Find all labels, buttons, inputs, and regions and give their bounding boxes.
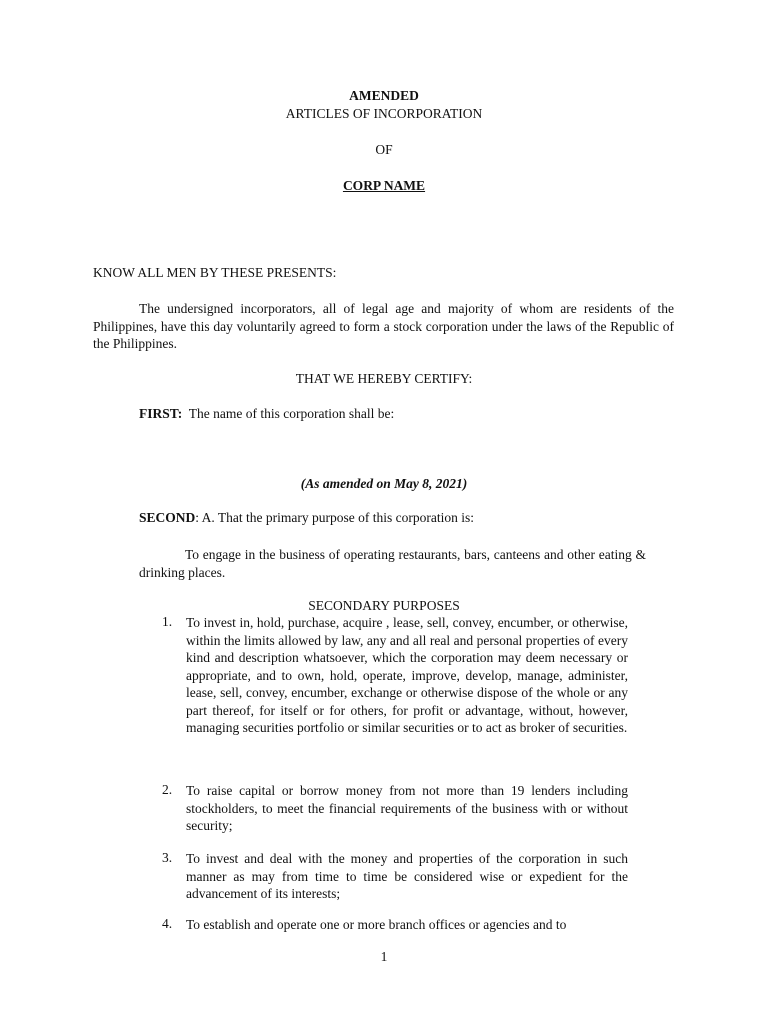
list-number: 1. <box>162 614 173 629</box>
list-item <box>162 614 628 737</box>
secondary-heading: SECONDARY PURPOSES <box>308 598 460 613</box>
first-article <box>139 406 394 422</box>
intro-paragraph: The undersigned incorporators, all of legal age and majority of whom are residents of the Philippines, have this day voluntarily agreed to form a stock corporation under the laws of the Republic of the Philippines. <box>93 301 674 351</box>
second-text: : A. That the primary purpose of this corporation is: <box>195 510 474 525</box>
primary-purpose: To engage in the business of operating restaurants, bars, canteens and other eating & drinking places. <box>139 547 646 580</box>
list-number: 2. <box>162 782 173 797</box>
heading-amended: AMENDED <box>349 88 419 103</box>
heading-articles: ARTICLES OF INCORPORATION <box>285 106 483 121</box>
amended-note: (As amended on May 8, 2021) <box>300 476 468 491</box>
list-number: 4. <box>162 916 173 931</box>
corp-name-text: CORP NAME <box>342 178 426 193</box>
list-number: 3. <box>162 850 173 865</box>
list-item <box>162 850 628 903</box>
second-article <box>139 510 474 526</box>
list-text: To invest in, hold, purchase, acquire , lease, sell, convey, encumber, or otherwise, within the limits allowed by law, any and all real and personal properties of every kind and description whatsoever, which the corporation may deem necessary or appropriate, and to own, hold, operate, improve, develop, manage, administer, lease, sell, convey, encumber, exchange or otherwise dispose of the whole or any part thereof, for itself or for others, for profit or advantage, without, however, managing securities portfolio or similar securities or to act as broker of securities. <box>186 615 628 735</box>
corp-name <box>0 178 768 194</box>
heading-of: OF <box>375 142 393 157</box>
first-label: FIRST: <box>139 406 183 421</box>
list-item <box>162 782 628 835</box>
know-all-men: KNOW ALL MEN BY THESE PRESENTS: <box>93 265 337 280</box>
list-item <box>162 916 628 934</box>
certify-line: THAT WE HEREBY CERTIFY: <box>295 371 473 386</box>
list-text: To raise capital or borrow money from not more than 19 lenders including stockholders, to meet the financial requirements of the business with or without security; <box>186 783 628 833</box>
page-number: 1 <box>380 949 388 964</box>
second-label: SECOND <box>139 510 196 525</box>
first-text: The name of this corporation shall be: <box>188 406 395 421</box>
list-text: To invest and deal with the money and properties of the corporation in such manner as may from time to time be considered wise or expedient for the advancement of its interests; <box>186 851 628 901</box>
list-text: To establish and operate one or more branch offices or agencies and to <box>186 917 567 932</box>
